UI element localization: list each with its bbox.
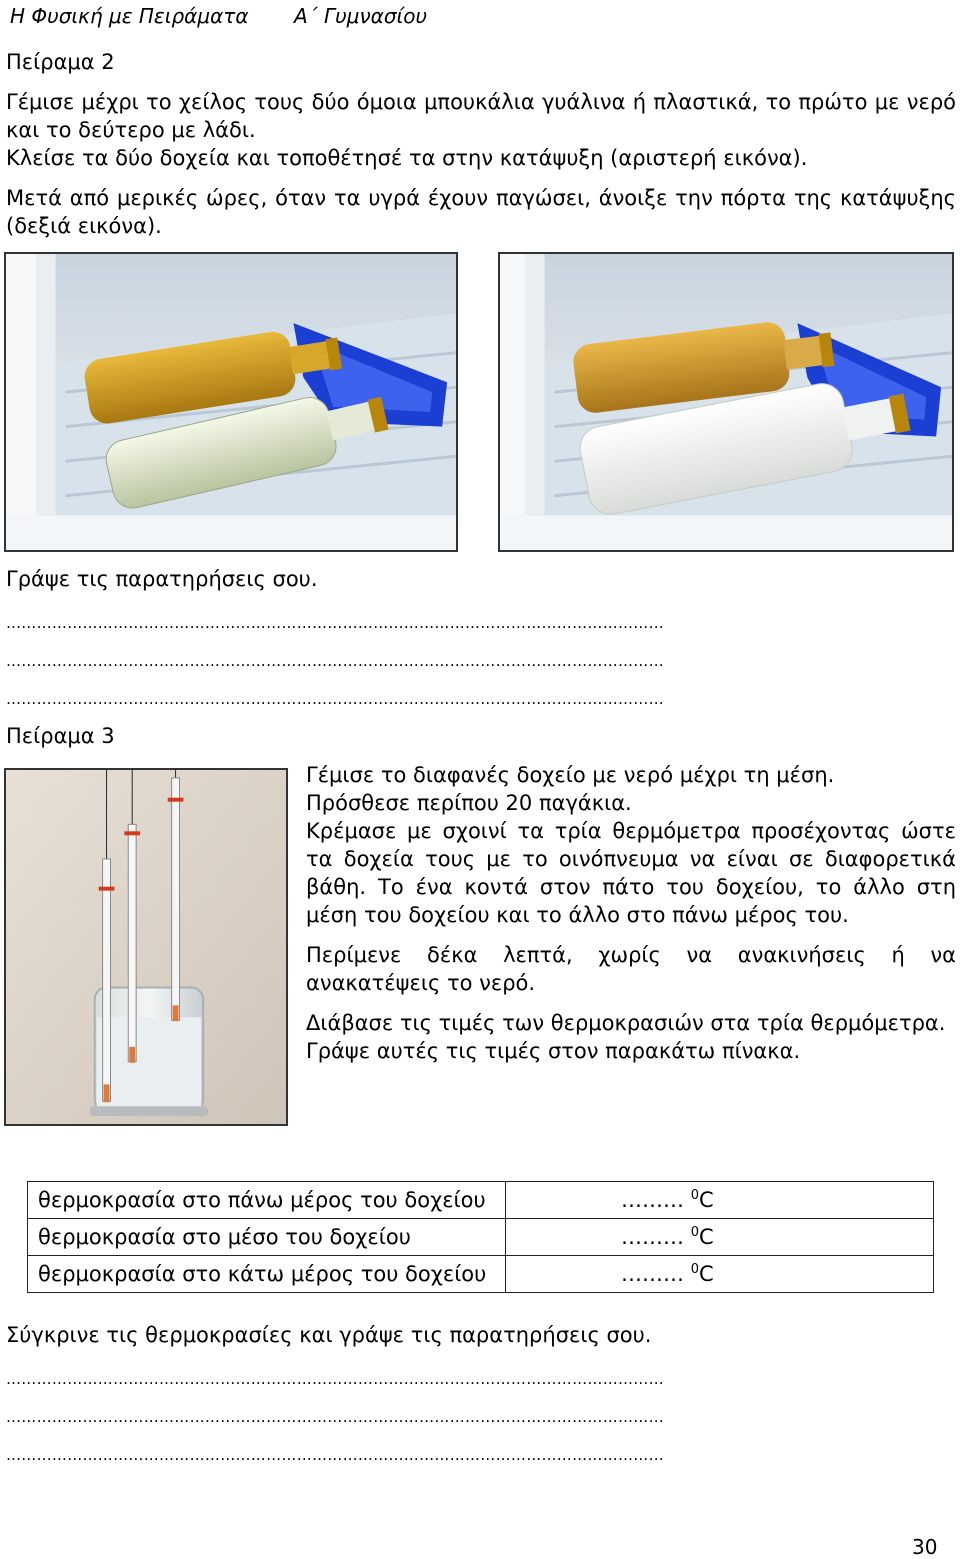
grade-label: Α΄ Γυμνασίου — [294, 4, 428, 28]
page-number: 30 — [912, 1535, 938, 1559]
experiment2-text — [6, 88, 956, 240]
experiment3-title: Πείραμα 3 — [6, 724, 115, 748]
experiment2-line: Γέμισε μέχρι το χείλος τους δύο όμοια μπουκάλια γυάλινα ή πλαστικά, το πρώτο με νερό και το δεύτερο με λάδι. — [6, 90, 956, 142]
table-cell-value[interactable]: ……… $^0$C — [506, 1182, 934, 1219]
experiment2-title: Πείραμα 2 — [6, 50, 115, 74]
table-cell-label: θερμοκρασία στο πάνω μέρος του δοχείου — [28, 1182, 506, 1219]
compare-prompt: Σύγκρινε τις θερμοκρασίες και γράψε τις παρατηρήσεις σου. — [6, 1323, 652, 1347]
answer-line: ………………………………………………………………………………………………………………… — [6, 1408, 664, 1426]
experiment3-steps — [306, 761, 956, 1065]
experiment2-line: Μετά από μερικές ώρες, όταν τα υγρά έχουν παγώσει, άνοιξε την πόρτα της κατάψυξης (δεξιά εικόνα). — [6, 186, 956, 238]
experiment2-line: Κλείσε τα δύο δοχεία και τοποθέτησέ τα στην κατάψυξη (αριστερή εικόνα). — [6, 146, 808, 170]
step-text: Γέμισε το διαφανές δοχείο με νερό μέχρι τη μέση. — [306, 763, 835, 787]
answer-line: ………………………………………………………………………………………………………………… — [6, 1370, 664, 1388]
step-text: Κρέμασε με σχοινί τα τρία θερμόμετρα προσέχοντας ώστε τα δοχεία τους με το οινόπνευμα να είναι σε διαφορετικά βάθη. Το ένα κοντά στον πάτο του δοχείου, το άλλο στη μέση του δοχείου και το άλλο στο πάνω μέρος του. — [306, 819, 956, 927]
freezer-photo-before — [4, 252, 458, 552]
freezer-photo-after — [498, 252, 954, 552]
table-cell-label: θερμοκρασία στο μέσο του δοχείου — [28, 1219, 506, 1256]
book-title: Η Φυσική με Πειράματα — [10, 4, 249, 28]
table-cell-label: θερμοκρασία στο κάτω μέρος του δοχείου — [28, 1256, 506, 1293]
thermometers-photo — [4, 768, 288, 1126]
table-row — [28, 1256, 934, 1293]
table-cell-value[interactable]: ……… $^0$C — [506, 1219, 934, 1256]
answer-line: ………………………………………………………………………………………………………………… — [6, 1446, 664, 1464]
temperature-table — [27, 1181, 934, 1293]
step-text: Γράψε αυτές τις τιμές στον παρακάτω πίνακα. — [306, 1039, 801, 1063]
answer-line: ………………………………………………………………………………………………………………… — [6, 614, 664, 632]
experiment2-prompt: Γράψε τις παρατηρήσεις σου. — [6, 567, 318, 591]
step-text: Πρόσθεσε περίπου 20 παγάκια. — [306, 791, 632, 815]
table-row — [28, 1182, 934, 1219]
answer-line: ………………………………………………………………………………………………………………… — [6, 652, 664, 670]
table-row — [28, 1219, 934, 1256]
table-cell-value[interactable]: ……… $^0$C — [506, 1256, 934, 1293]
answer-line: ………………………………………………………………………………………………………………… — [6, 690, 664, 708]
step-text: Διάβασε τις τιμές των θερμοκρασιών στα τρία θερμόμετρα. — [306, 1011, 946, 1035]
step-text: Περίμενε δέκα λεπτά, χωρίς να ανακινήσεις ή να ανακατέψεις το νερό. — [306, 943, 956, 995]
